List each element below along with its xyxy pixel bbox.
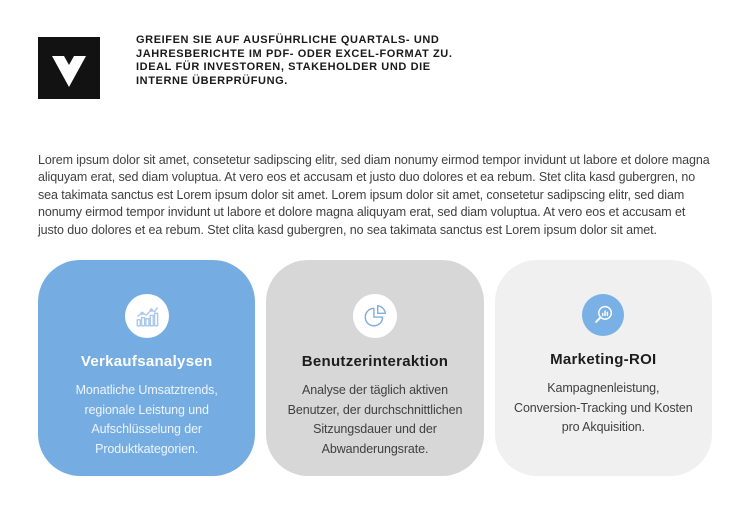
brand-logo-v-icon [38,37,100,99]
card-verkaufsanalysen [38,260,255,476]
pie-chart-icon [362,303,388,329]
card-icon-badge [353,294,397,338]
page-title: GREIFEN SIE AUF AUSFÜHRLICHE QUARTALS- UND JAHRESBERICHTE IM PDF- ODER EXCEL-FORMAT ZU. IDEAL FÜR INVESTOREN, STAKEHOLDER UND DIE INTERNE ÜBERPRÜFUNG. [136,34,453,87]
card-title: Marketing-ROI [550,351,657,368]
card-benutzerinteraktion [266,260,483,476]
card-icon-badge [582,294,624,336]
card-title: Benutzerinteraktion [301,353,449,370]
brand-logo[interactable] [38,37,100,99]
bar-chart-trend-icon [134,303,160,329]
intro-paragraph: Lorem ipsum dolor sit amet, consetetur sadipscing elitr, sed diam nonumy eirmod tempor invidunt ut labore et dolore magna aliquyam erat, sed diam voluptua. At vero eos et accusam et justo duo dolores et ea rebum. Stet clita kasd gubergren, no sea takimata sanctus est Lorem ipsum dolor sit amet. Lorem ipsum dolor sit amet, consetetur sadipscing elitr, sed diam nonumy eirmod tempor invidunt ut labore et dolore magna aliquyam erat, sed diam voluptua. At vero eos et accusam et justo duo dolores et ea rebum. Stet clita kasd gubergren, no sea takimata sanctus est Lorem ipsum dolor sit amet. [38,152,710,237]
card-description: Kampagnenleistung, Conversion-Tracking und Kosten pro Akquisition. [514,381,693,434]
card-description: Analyse der täglich aktiven Benutzer, der durchschnittlichen Sitzungsdauer und der Abwanderungsrate. [287,383,463,456]
feature-cards-row [38,260,712,476]
card-marketing-roi [495,260,712,476]
card-icon-badge [125,294,169,338]
magnifier-bar-chart-icon [591,303,616,328]
card-description: Monatliche Umsatztrends, regionale Leistung und Aufschlüsselung der Produktkategorien. [75,383,218,456]
card-title: Verkaufsanalysen [80,353,213,370]
